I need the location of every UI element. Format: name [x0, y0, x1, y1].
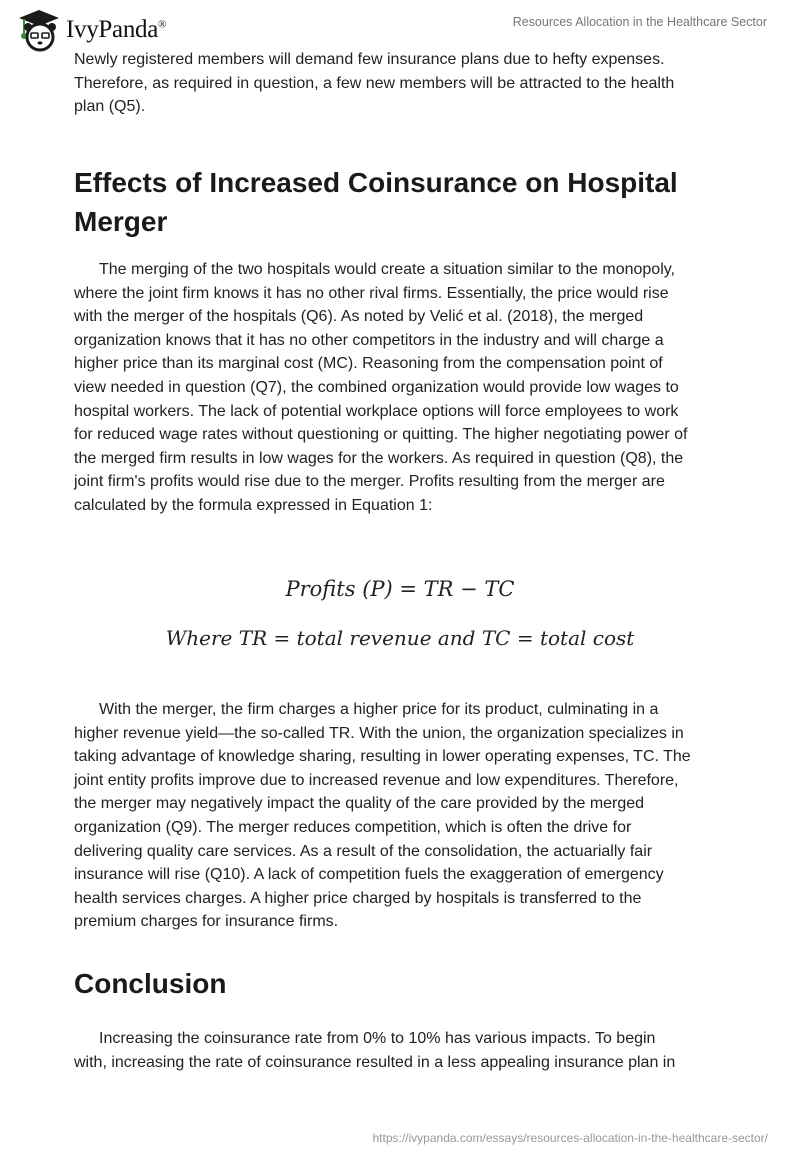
text-line: joint firm's profits would rise due to the merger. Profits resulting from the merger are	[74, 473, 665, 491]
text-line: delivering quality care services. As a result of the consolidation, the actuarially fair	[74, 842, 653, 860]
text-line: view needed in question (Q7), the combined organization would provide low wages to	[74, 378, 679, 396]
paragraph-3	[74, 698, 734, 934]
footer-url[interactable]: https://ivypanda.com/essays/resources-allocation-in-the-healthcare-sector/	[372, 1131, 768, 1145]
text-line: insurance will rise (Q10). A lack of competition fuels the exaggeration of emergency	[74, 866, 664, 884]
text-line: premium charges for insurance firms.	[74, 913, 339, 931]
text-line: with the merger of the hospitals (Q6). As noted by Velić et al. (2018), the merged	[74, 308, 644, 326]
text-line: higher revenue yield—the so-called TR. With the union, the organization specializes in	[74, 724, 684, 742]
text-line: organization knows that it has no other competitors in the industry and will charge a	[74, 331, 664, 349]
text-line: health services charges. A higher price charged by hospitals is transferred to the	[74, 889, 642, 907]
equation-line-1: Profits (P) = TR − TC	[285, 577, 515, 601]
text-line: plan (Q5).	[74, 98, 146, 116]
text-line: Therefore, as required in question, a few new members will be attracted to the health	[74, 74, 675, 92]
paragraph-1	[74, 48, 734, 119]
text-line: organization (Q9). The merger reduces competition, which is often the drive for	[74, 818, 632, 836]
text-line: the merged firm results in low wages for the workers. As required in question (Q8), the	[74, 449, 684, 467]
text-line: joint entity profits improve due to increased revenue and low expenditures. Therefore,	[74, 771, 679, 789]
logo-name: IvyPanda	[66, 16, 159, 43]
ivypanda-logo[interactable]	[18, 8, 166, 52]
text-line: with, increasing the rate of coinsurance resulted in a less appealing insurance plan in	[74, 1053, 676, 1071]
section-heading-merger	[74, 163, 734, 241]
text-line: Newly registered members will demand few insurance plans due to hefty expenses.	[74, 51, 665, 68]
logo-text	[66, 16, 166, 44]
text-line: where the joint firm knows it has no other rival firms. Essentially, the price would rise	[74, 284, 669, 302]
text-line: calculated by the formula expressed in Equation 1:	[74, 496, 433, 514]
text-line: higher price than its marginal cost (MC). Reasoning from the compensation point of	[74, 355, 663, 373]
paragraph-4	[74, 1027, 734, 1074]
text-line: The merging of the two hospitals would create a situation similar to the monopoly,	[99, 261, 675, 278]
text-line: taking advantage of knowledge sharing, resulting in lower operating expenses, TC. The	[74, 748, 691, 766]
panda-graduate-icon	[18, 8, 60, 52]
heading-line: Effects of Increased Coinsurance on Hospital	[74, 167, 678, 198]
document-title: Resources Allocation in the Healthcare Sector	[512, 15, 767, 29]
paragraph-2	[74, 258, 734, 518]
section-heading-conclusion: Conclusion	[74, 968, 227, 999]
text-line: the merger may negatively impact the quality of the care provided by the merged	[74, 795, 645, 813]
registered-mark: ®	[158, 18, 167, 31]
heading-line: Merger	[74, 206, 168, 237]
equation-line-2: Where TR = total revenue and TC = total cost	[165, 626, 635, 650]
text-line: With the merger, the firm charges a higher price for its product, culminating in a	[99, 701, 659, 718]
text-line: Increasing the coinsurance rate from 0% to 10% has various impacts. To begin	[99, 1030, 656, 1047]
text-line: for reduced wage rates without questioning or quitting. The higher negotiating power of	[74, 426, 688, 444]
text-line: hospital workers. The lack of potential workplace options will force employees to work	[74, 402, 679, 420]
